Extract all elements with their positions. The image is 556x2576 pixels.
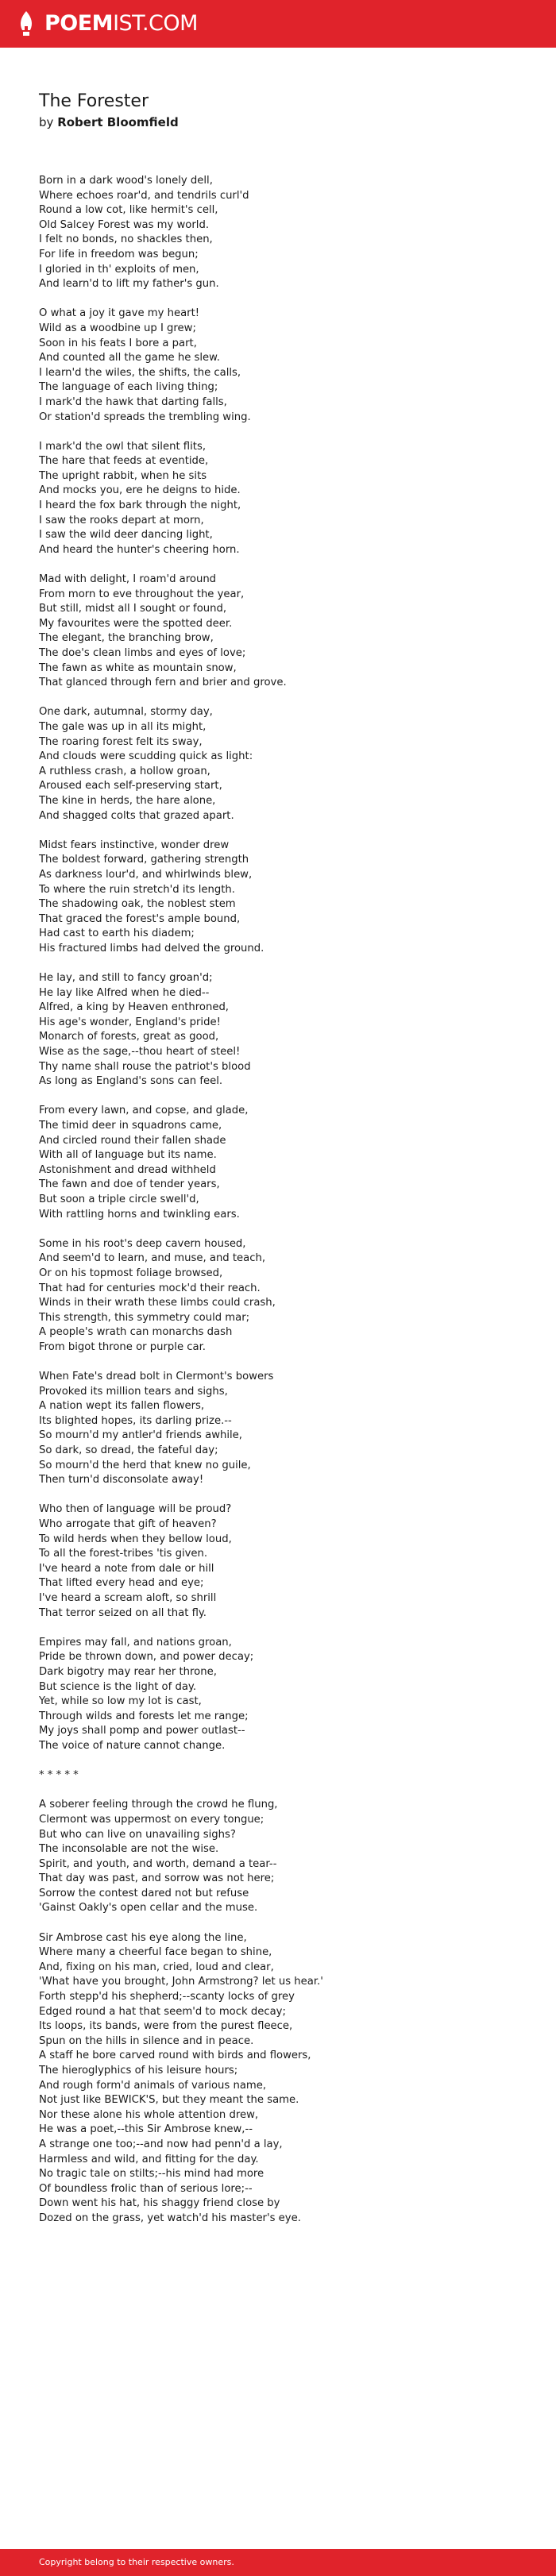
poem-stanza (39, 1237, 515, 1355)
poem-line: 'What have you brought, John Armstrong? let us hear.' (39, 1976, 323, 1988)
poem-line: Who then of language will be proud? (39, 1503, 232, 1516)
quill-pen-icon (13, 10, 40, 37)
poem-line: The hieroglyphics of his leisure hours; (39, 2065, 238, 2077)
poem-stanza (39, 971, 515, 1089)
poem-line: The boldest forward, gathering strength (39, 854, 249, 866)
poem-stanza (39, 440, 515, 558)
poem-line: That glanced through fern and brier and grove. (39, 677, 287, 689)
poem-line: The upright rabbit, when he sits (39, 469, 207, 482)
poem-line: Provoked its million tears and sighs, (39, 1385, 228, 1398)
poem-line: Clermont was uppermost on every tongue; (39, 1813, 264, 1826)
poem-stanza (39, 1370, 515, 1488)
poem-line: And, fixing on his man, cried, loud and clear, (39, 1961, 274, 1973)
poem-line: As long as England's sons can feel. (39, 1075, 223, 1088)
site-footer (0, 2549, 556, 2576)
poem-line: The fawn and doe of tender years, (39, 1178, 220, 1191)
poem-line: That had for centuries mock'd their reach. (39, 1282, 261, 1294)
poem-line: Sorrow the contest dared not but refuse (39, 1887, 249, 1899)
poem-line: The language of each living thing; (39, 381, 218, 394)
poem-line: And seem'd to learn, and muse, and teach, (39, 1252, 266, 1265)
poem-line: Sir Ambrose cast his eye along the line, (39, 1931, 247, 1944)
poem-stanza (39, 573, 515, 691)
poem-line: Dozed on the grass, yet watch'd his master's eye. (39, 2212, 301, 2224)
poem-line: I gloried in th' exploits of men, (39, 263, 199, 276)
site-logo[interactable] (13, 10, 198, 38)
poem-title: The Forester (39, 91, 149, 111)
poem-line: Of boundless frolic than of serious lore;-- (39, 2182, 253, 2195)
poem-line: Monarch of forests, great as good, (39, 1031, 219, 1043)
poem-line: So dark, so dread, the fateful day; (39, 1444, 218, 1457)
poem-line: Empires may fall, and nations groan, (39, 1636, 232, 1649)
poem-line: This strength, this symmetry could mar; (39, 1311, 250, 1324)
poem-line: With rattling horns and twinkling ears. (39, 1208, 240, 1221)
poem-line: But still, midst all I sought or found, (39, 603, 227, 615)
poem-line: That lifted every head and eye; (39, 1577, 204, 1590)
poem-line: I've heard a scream aloft, so shrill (39, 1592, 217, 1604)
poem-line: 'Gainst Oakly's open cellar and the muse. (39, 1902, 258, 1915)
poem-line: I mark'd the owl that silent flits, (39, 440, 207, 453)
poem-line: And mocks you, ere he deigns to hide. (39, 484, 241, 497)
poem-line: And counted all the game he slew. (39, 352, 220, 364)
poem-stanza (39, 1768, 515, 1784)
poem-line: And heard the hunter's cheering horn. (39, 543, 240, 556)
poem-line: Midst fears instinctive, wonder drew (39, 839, 230, 851)
poem-line: Old Salcey Forest was my world. (39, 218, 210, 231)
poem-line: He was a poet,--this Sir Ambrose knew,-- (39, 2123, 253, 2136)
poem-line: Thy name shall rouse the patriot's blood (39, 1060, 251, 1073)
poem-line: To where the ruin stretch'd its length. (39, 883, 235, 896)
poem-line: The inconsolable are not the wise. (39, 1843, 219, 1856)
poem-line: A soberer feeling through the crowd he flung, (39, 1799, 278, 1811)
poem-line: Nor these alone his whole attention drew, (39, 2108, 259, 2121)
poem-line: Wise as the sage,--thou heart of steel! (39, 1046, 241, 1059)
poem-line: Astonishment and dread withheld (39, 1163, 216, 1176)
poem-line: That graced the forest's ample bound, (39, 912, 241, 925)
poem-stanza (39, 1931, 515, 2227)
poem-line: Born in a dark wood's lonely dell, (39, 175, 213, 187)
poem-line: And circled round their fallen shade (39, 1134, 226, 1147)
poem-line: So mourn'd my antler'd friends awhile, (39, 1429, 242, 1442)
poem-line: Or station'd spreads the trembling wing. (39, 411, 251, 423)
poem-line: So mourn'd the herd that knew no guile, (39, 1459, 251, 1471)
poem-line: Who arrogate that gift of heaven? (39, 1518, 217, 1531)
poem-line: Mad with delight, I roam'd around (39, 573, 217, 586)
poem-line: I felt no bonds, no shackles then, (39, 233, 213, 246)
poem-line: Through wilds and forests let me range; (39, 1710, 249, 1722)
poem-line: The elegant, the branching brow, (39, 632, 214, 645)
poem-line: Its loops, its bands, were from the purest fleece, (39, 2020, 293, 2033)
poem-line: To all the forest-tribes 'tis given. (39, 1548, 208, 1560)
poem-line: Spun on the hills in silence and in peace. (39, 2034, 254, 2047)
poem-line: Dark bigotry may rear her throne, (39, 1665, 217, 1678)
poem-line: With all of language but its name. (39, 1149, 217, 1162)
poem-line: I've heard a note from dale or hill (39, 1562, 214, 1575)
poem-line: The voice of nature cannot change. (39, 1739, 226, 1752)
poem-line: My favourites were the spotted deer. (39, 617, 233, 630)
poem-line: From every lawn, and copse, and glade, (39, 1105, 249, 1117)
poem-line: I saw the rooks depart at morn, (39, 514, 204, 526)
poem-line: From morn to eve throughout the year, (39, 588, 245, 600)
poem-line: Harmless and wild, and fitting for the day. (39, 2153, 259, 2165)
poem-line: And clouds were scudding quick as light: (39, 750, 253, 763)
poem-line: But soon a triple circle swell'd, (39, 1193, 199, 1205)
site-logo-text: POEMIST.COM (44, 11, 198, 36)
poem-line: The fawn as white as mountain snow, (39, 661, 237, 674)
poem-stanza (39, 705, 515, 823)
poem-line: He lay, and still to fancy groan'd; (39, 972, 213, 985)
poem-line: Alfred, a king by Heaven enthroned, (39, 1001, 230, 1014)
poem-body (39, 174, 515, 2241)
byline-prefix: by (39, 115, 54, 129)
poem-line: Had cast to earth his diadem; (39, 927, 195, 940)
poem-line: I learn'd the wiles, the shifts, the calls, (39, 366, 241, 379)
poem-line: Winds in their wrath these limbs could crash, (39, 1297, 276, 1309)
poem-line: Then turn'd disconsolate away! (39, 1474, 204, 1487)
poem-line: The shadowing oak, the noblest stem (39, 898, 236, 911)
poem-line: Some in his root's deep cavern housed, (39, 1237, 246, 1250)
poem-line: The doe's clean limbs and eyes of love; (39, 647, 246, 659)
poem-line: O what a joy it gave my heart! (39, 307, 200, 320)
poem-line: Not just like BEWICK'S, but they meant the same. (39, 2094, 299, 2107)
poem-line: The kine in herds, the hare alone, (39, 794, 216, 807)
copyright-notice: Copyright belong to their respective owners. (39, 2557, 234, 2567)
poem-line: Where many a cheerful face began to shine, (39, 1946, 272, 1959)
poem-line: His age's wonder, England's pride! (39, 1016, 221, 1028)
poem-line: My joys shall pomp and power outlast-- (39, 1725, 245, 1737)
poem-stanza (39, 1636, 515, 1754)
poem-line: From bigot throne or purple car. (39, 1340, 206, 1353)
poem-line: For life in freedom was begun; (39, 248, 199, 260)
poem-line: Where echoes roar'd, and tendrils curl'd (39, 189, 249, 202)
poem-author[interactable]: Robert Bloomfield (57, 115, 179, 129)
poem-line: That day was past, and sorrow was not here; (39, 1872, 275, 1885)
poem-line: That terror seized on all that fly. (39, 1606, 207, 1619)
poem-line: I heard the fox bark through the night, (39, 499, 241, 512)
poem-stanza (39, 839, 515, 957)
poem-line: He lay like Alfred when he died-- (39, 986, 210, 999)
poem-line: Or on his topmost foliage browsed, (39, 1267, 223, 1279)
poem-line: But who can live on unavailing sighs? (39, 1828, 236, 1841)
poem-line: His fractured limbs had delved the ground. (39, 942, 264, 954)
poem-line: Down went his hat, his shaggy friend close by (39, 2197, 280, 2210)
poem-line: But science is the light of day. (39, 1680, 197, 1693)
poem-line: The gale was up in all its might, (39, 720, 207, 733)
poem-line: The timid deer in squadrons came, (39, 1120, 222, 1132)
poem-line: A ruthless crash, a hollow groan, (39, 765, 210, 777)
poem-line: And learn'd to lift my father's gun. (39, 278, 219, 291)
poem-line: Aroused each self-preserving start, (39, 780, 222, 792)
poem-line: And shagged colts that grazed apart. (39, 809, 234, 822)
poem-line: Edged round a hat that seem'd to mock decay; (39, 2005, 286, 2018)
poem-line: To wild herds when they bellow loud, (39, 1533, 232, 1545)
poem-stanza (39, 1798, 515, 1916)
poem-line: A nation wept its fallen flowers, (39, 1400, 205, 1413)
site-header (0, 0, 556, 48)
poem-stanza (39, 1502, 515, 1621)
poem-line: No tragic tale on stilts;--his mind had more (39, 2168, 264, 2181)
poem-byline (39, 114, 179, 130)
poem-line: I saw the wild deer dancing light, (39, 529, 213, 542)
poem-line: The hare that feeds at eventide, (39, 455, 209, 468)
poem-stanza (39, 174, 515, 292)
poem-line: A people's wrath can monarchs dash (39, 1326, 233, 1339)
poem-line: And rough form'd animals of various name, (39, 2079, 267, 2092)
poem-line: Soon in his feats I bore a part, (39, 337, 197, 349)
poem-line: Forth stepp'd his shepherd;--scanty locks of grey (39, 1991, 295, 2003)
poem-line: When Fate's dread bolt in Clermont's bowers (39, 1371, 274, 1383)
poem-line: As darkness lour'd, and whirlwinds blew, (39, 868, 253, 881)
poem-line: One dark, autumnal, stormy day, (39, 706, 213, 719)
poem-line: Round a low cot, like hermit's cell, (39, 204, 218, 217)
poem-line: Yet, while so low my lot is cast, (39, 1695, 202, 1708)
poem-line: A staff he bore carved round with birds and flowers, (39, 2050, 311, 2062)
poem-line: Pride be thrown down, and power decay; (39, 1651, 254, 1664)
poem-line: Wild as a woodbine up I grew; (39, 322, 196, 334)
poem-line: I mark'd the hawk that darting falls, (39, 395, 227, 408)
poem-line: A strange one too;--and now had penn'd a lay, (39, 2138, 283, 2150)
poem-line: Spirit, and youth, and worth, demand a tear-- (39, 1857, 277, 1870)
poem-line: Its blighted hopes, its darling prize.-- (39, 1414, 232, 1427)
poem-stanza (39, 307, 515, 425)
poem-line: The roaring forest felt its sway, (39, 735, 203, 748)
poem-stanza (39, 1104, 515, 1222)
poem-line: * * * * * (39, 1769, 79, 1782)
